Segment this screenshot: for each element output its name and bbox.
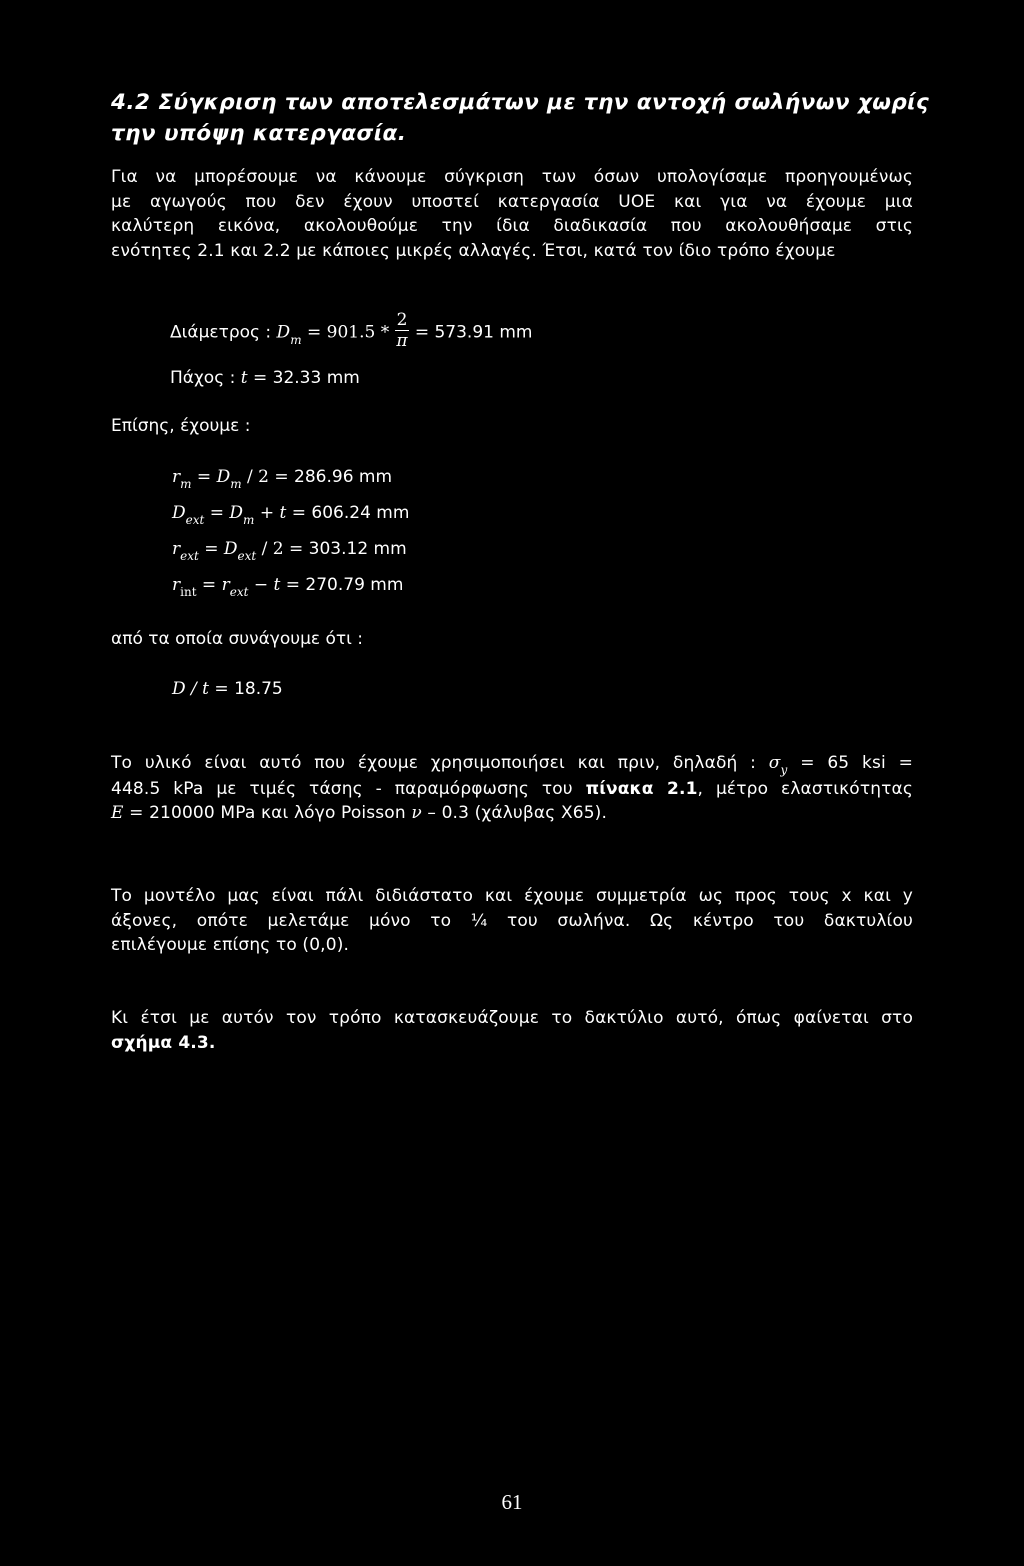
final-line2-end: . bbox=[208, 1032, 216, 1053]
rext-rest: / 2 = bbox=[256, 539, 309, 559]
model-line-2: άξονες, οπότε μελετάμε μόνο το ¼ του σωλήνα. Ως κέντρο του δακτυλίου bbox=[111, 910, 913, 931]
ratio-equation bbox=[172, 677, 283, 701]
rext-lhs-sub: ext bbox=[180, 549, 199, 563]
intro-paragraph bbox=[111, 165, 913, 263]
final-line-1: Κι έτσι με αυτόν τον τρόπο κατασκευάζουμε το δακτύλιο αυτό, όπως φαίνεται στο bbox=[111, 1008, 913, 1028]
page-number: 61 bbox=[501, 1490, 523, 1514]
conclude-label: από τα οποία συνάγουμε ότι : bbox=[111, 629, 364, 649]
rm-lhs-sub: m bbox=[180, 477, 192, 491]
dext-lhs: D bbox=[172, 503, 186, 523]
model-line-3: επιλέγουμε επίσης το (0,0). bbox=[111, 935, 350, 955]
modulus-symbol: E bbox=[111, 803, 124, 823]
rext-rhs: D bbox=[223, 539, 238, 559]
rint-equation bbox=[172, 573, 403, 598]
diameter-result: = 573.91 mm bbox=[409, 322, 533, 343]
material-line1-end: = 65 ksi = bbox=[787, 753, 913, 773]
rm-value: 286.96 mm bbox=[294, 467, 393, 487]
dext-lhs-sub: ext bbox=[185, 513, 205, 527]
material-line3-mid: = 210000 MPa και λόγο Poisson bbox=[123, 803, 412, 823]
final-line-2 bbox=[111, 1031, 913, 1056]
also-label: Επίσης, έχουμε : bbox=[111, 416, 251, 436]
rext-eq: = bbox=[198, 539, 224, 559]
sigma-sub: y bbox=[780, 763, 788, 777]
material-line-1 bbox=[111, 751, 913, 777]
rext-rhs-sub: ext bbox=[237, 549, 257, 563]
intro-line-3: καλύτερη εικόνα, ακολουθούμε την ίδια διαδικασία που ακολουθήσαμε στις bbox=[111, 216, 913, 236]
model-paragraph bbox=[111, 884, 913, 958]
dext-equation bbox=[172, 501, 409, 526]
diameter-symbol: D bbox=[276, 322, 291, 343]
intro-line-4: ενότητες 2.1 και 2.2 με κάποιες μικρές αλλαγές. Έτσι, κατά τον ίδιο τρόπο έχουμε bbox=[111, 240, 836, 261]
dext-eqv: = bbox=[286, 503, 312, 523]
rint-rhs-sub: ext bbox=[229, 585, 249, 599]
dext-var: t bbox=[279, 503, 287, 523]
dext-value: 606.24 mm bbox=[311, 503, 410, 523]
material-line1-text: Το υλικό είναι αυτό που έχουμε χρησιμοποιήσει και πριν, δηλαδή : bbox=[111, 753, 769, 773]
material-line-3 bbox=[111, 801, 913, 826]
rint-var: t bbox=[273, 575, 281, 595]
rext-value: 303.12 mm bbox=[308, 539, 407, 559]
rm-rhs-sub: m bbox=[230, 477, 242, 491]
material-paragraph bbox=[111, 751, 913, 826]
diameter-sub: m bbox=[290, 332, 302, 347]
table-reference: πίνακα 2.1 bbox=[585, 778, 698, 799]
poisson-symbol: ν bbox=[411, 803, 422, 823]
thickness-label: Πάχος : bbox=[170, 368, 241, 388]
intro-line-2: με αγωγούς που δεν έχουν υποστεί κατεργασία UOE και για να έχουμε μια bbox=[111, 191, 913, 212]
thickness-result: = 32.33 mm bbox=[247, 368, 360, 388]
figure-reference: σχήμα 4.3 bbox=[111, 1032, 209, 1053]
rint-lhs: r bbox=[172, 575, 181, 595]
ratio-eq: = bbox=[209, 679, 235, 699]
dext-rest: + bbox=[254, 503, 280, 523]
fraction-denominator: π bbox=[396, 331, 408, 351]
heading-line-1: 4.2 Σύγκριση των αποτελεσμάτων με την αντοχή σωλήνων χωρίς bbox=[111, 90, 930, 115]
ratio-value: 18.75 bbox=[234, 679, 283, 699]
rint-rhs: r bbox=[221, 575, 230, 595]
final-paragraph bbox=[111, 1006, 913, 1055]
material-line2-start: 448.5 kPa με τιμές τάσης - παραμόρφωσης του bbox=[111, 778, 586, 799]
rint-lhs-sub: int bbox=[180, 585, 197, 599]
diameter-fraction bbox=[395, 310, 410, 351]
diameter-label: Διάμετρος : bbox=[170, 322, 277, 343]
material-line-2 bbox=[111, 777, 913, 802]
rint-eq: = bbox=[196, 575, 222, 595]
rm-lhs: r bbox=[172, 467, 181, 487]
rext-equation bbox=[172, 537, 407, 562]
rm-rest: / 2 = bbox=[241, 467, 295, 487]
thickness-equation bbox=[170, 366, 360, 390]
diameter-equation bbox=[170, 312, 533, 353]
thickness-symbol: t bbox=[240, 368, 248, 388]
section-heading bbox=[111, 87, 930, 149]
rint-value: 270.79 mm bbox=[305, 575, 404, 595]
dext-rhs: D bbox=[229, 503, 244, 523]
rm-equation bbox=[172, 465, 392, 490]
rm-eq: = bbox=[191, 467, 217, 487]
rm-rhs: D bbox=[216, 467, 231, 487]
diameter-expr: = 901.5 * bbox=[301, 322, 395, 343]
rext-lhs: r bbox=[172, 539, 181, 559]
fraction-numerator: 2 bbox=[396, 310, 408, 330]
heading-line-2: την υπόψη κατεργασία. bbox=[111, 121, 407, 146]
intro-line-1: Για να μπορέσουμε να κάνουμε σύγκριση των όσων υπολογίσαμε προηγουμένως bbox=[111, 167, 913, 187]
material-line2-end: , μέτρο ελαστικότητας bbox=[697, 778, 914, 799]
rint-eqv: = bbox=[280, 575, 306, 595]
material-line3-end: – 0.3 (χάλυβας Χ65). bbox=[421, 803, 608, 823]
dext-eq: = bbox=[204, 503, 230, 523]
ratio-expr: D / t bbox=[172, 679, 209, 699]
dext-rhs-sub: m bbox=[243, 513, 255, 527]
model-line-1: Το μοντέλο μας είναι πάλι διδιάστατο και έχουμε συμμετρία ως προς τους x και y bbox=[111, 886, 913, 906]
rint-rest: − bbox=[248, 575, 274, 595]
sigma-symbol: σ bbox=[768, 753, 781, 773]
